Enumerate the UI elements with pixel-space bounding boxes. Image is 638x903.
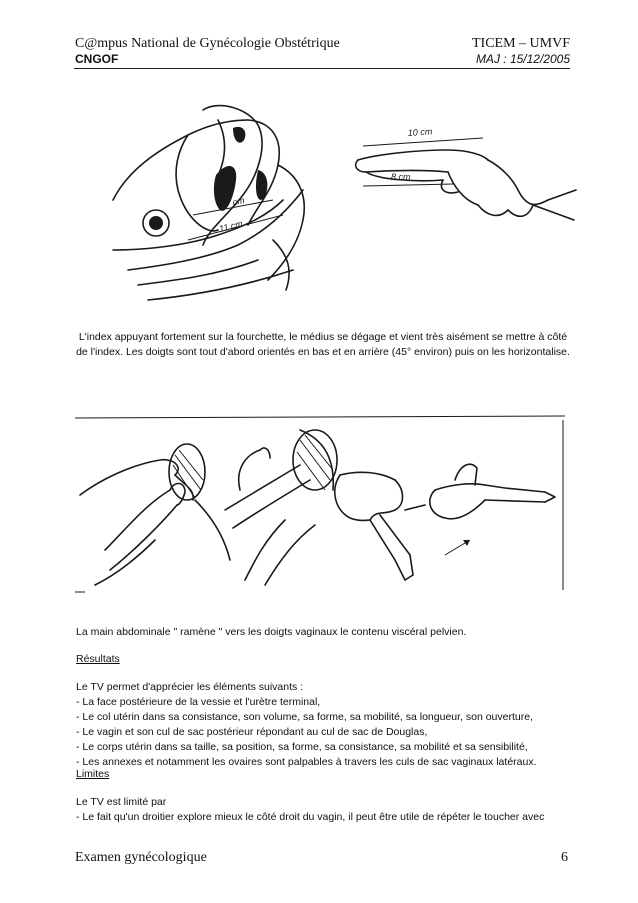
header-title: C@mpus National de Gynécologie Obstétrique (75, 36, 340, 51)
limits-heading: Limites (76, 768, 110, 780)
results-item: - Le vagin et son cul de sac postérieur répondant au cul de sac de Douglas, (76, 726, 428, 738)
finger-measurement-hand (356, 126, 576, 220)
footer-title: Examen gynécologique (75, 850, 207, 865)
pelvic-anatomy-illustration (108, 80, 578, 330)
results-item: - Le corps utérin dans sa taille, sa position, sa forme, sa consistance, sa mobilité et sa sensibilité, (76, 741, 528, 753)
page-number: 6 (561, 850, 568, 865)
results-heading: Résultats (76, 653, 120, 665)
technique-step-2 (225, 430, 337, 585)
figure2-caption: La main abdominale " ramène " vers les doigts vaginaux le contenu viscéral pelvien. (76, 626, 467, 638)
label-vagina-11cm: 11 cm (218, 218, 244, 234)
limits-intro: Le TV est limité par (76, 796, 167, 808)
technique-step-1 (80, 444, 230, 585)
pelvis-cross-section (113, 106, 304, 300)
header-right-title: TICEM – UMVF (471, 36, 570, 51)
figure1-caption: L'index appuyant fortement sur la fourchette, le médius se dégage et vient très aisément se mettre à côté de l'index. Les doigts sont tout d'abord orientés en bas et en arrière (45° environ) puis on les horizontalise. (76, 331, 570, 358)
technique-step-3 (335, 464, 555, 580)
header-organization: CNGOF (75, 52, 119, 66)
label-finger-10cm: 10 cm (407, 126, 433, 138)
header-divider (74, 68, 570, 69)
limits-item: - Le fait qu'un droitier explore mieux le côté droit du vagin, il peut être utile de répéter le toucher avec (76, 811, 545, 823)
results-item: - La face postérieure de la vessie et l'urètre terminal, (76, 696, 321, 708)
label-finger-8cm: 8 cm (391, 172, 411, 182)
results-intro: Le TV permet d'apprécier les éléments suivants : (76, 681, 304, 693)
results-item: - Les annexes et notamment les ovaires sont palpables à travers les culs de sac vaginaux latéraux. (76, 756, 537, 768)
header-update-date: MAJ : 15/12/2005 (475, 52, 570, 66)
results-item: - Le col utérin dans sa consistance, son volume, sa forme, sa mobilité, sa longueur, son ouverture, (76, 711, 533, 723)
vaginal-exam-technique-illustration (75, 410, 565, 600)
label-vagina-7cm: 7 cm (224, 195, 246, 209)
